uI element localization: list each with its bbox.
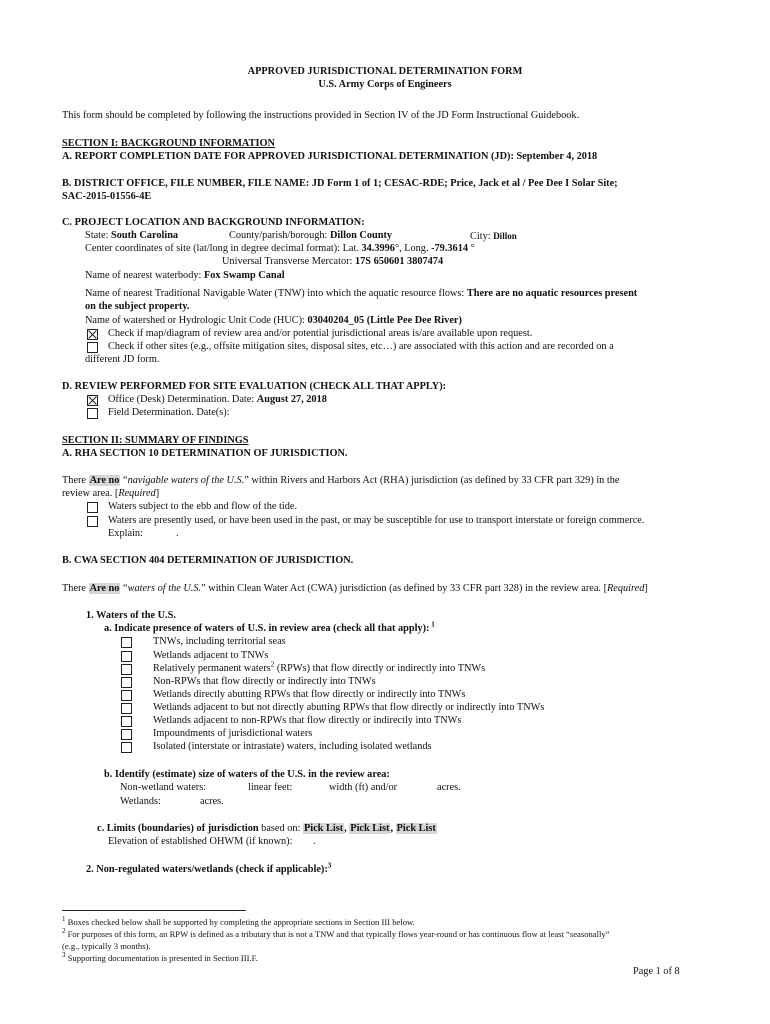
commerce-waters-label: Waters are presently used, or have been used in the past, or may be susceptible for use to transport interstate or foreign commerce. [108,515,645,526]
waters-of-us-heading: 1. Waters of the U.S. [86,610,176,621]
wetlands-not-abutting-rpw-checkbox[interactable] [121,703,132,714]
city-value: Dillon [493,231,517,241]
linear-feet-label[interactable]: linear feet: [248,782,293,793]
commerce-waters-checkbox[interactable] [87,516,98,527]
explain-label: Explain: [108,528,143,539]
agency-name: U.S. Army Corps of Engineers [318,79,452,90]
office-determination-row: Office (Desk) Determination. Date: August 27, 2018 [108,394,327,405]
wetlands-adjacent-tnw-checkbox[interactable] [121,651,132,662]
wetlands-size-label: Wetlands: [120,796,161,807]
office-date-value: August 27, 2018 [256,394,327,405]
limits-pick-list-1[interactable]: Pick List [303,823,344,834]
waters-presence-heading: a. Indicate presence of waters of U.S. in review area (check all that apply): $^1$ [104,620,435,634]
map-available-label: Check if map/diagram of review area and/or potential jurisdictional areas is/are available upon request. [108,328,533,339]
limits-row: c. Limits (boundaries) of jurisdiction based on: Pick List, Pick List, Pick List [97,823,436,834]
non-rpw-label: Non-RPWs that flow directly or indirectly into TNWs [153,676,376,687]
office-determination-checkbox[interactable] [87,395,98,406]
size-estimate-heading: b. Identify (estimate) size of waters of the U.S. in the review area: [104,769,390,780]
acres-label-1[interactable]: acres. [437,782,461,793]
cwa-pick-list[interactable]: Are no [89,583,120,594]
huc-row: Name of watershed or Hydrologic Unit Code (HUC): 03040204_05 (Little Pee Dee River) [85,315,462,326]
ohwm-label: Elevation of established OHWM (if known): [108,836,293,847]
footnote-1: $^1$ Boxes checked below shall be supported by completing the appropriate sections in Section III below. [62,915,415,927]
rpw-label: Relatively permanent waters$^2$ (RPWs) that flow directly or indirectly into TNWs [153,660,486,674]
other-sites-label: Check if other sites (e.g., offsite mitigation sites, disposal sites, etc…) are associated with this action and are recorded on a [108,341,614,352]
page-number: Page 1 of 8 [633,966,680,977]
tnw-checkbox[interactable] [121,637,132,648]
limits-pick-list-2[interactable]: Pick List [350,823,390,834]
county-row: County/parish/borough: Dillon County [229,230,393,241]
section-1b-line2: SAC-2015-01556-4E [62,191,152,202]
non-rpw-checkbox[interactable] [121,677,132,688]
state-value: South Carolina [111,230,179,241]
other-sites-checkbox[interactable] [87,342,98,353]
section-2b: B. CWA SECTION 404 DETERMINATION OF JURISDICTION. [62,555,354,566]
tnw-label: TNWs, including territorial seas [153,636,286,647]
impoundments-checkbox[interactable] [121,729,132,740]
waterbody-value: Fox Swamp Canal [203,270,285,281]
wetlands-non-rpw-label: Wetlands adjacent to non-RPWs that flow directly or indirectly into TNWs [153,715,462,726]
longitude-value: -79.3614 [431,243,469,254]
wetlands-adjacent-tnw-label: Wetlands adjacent to TNWs [153,650,269,661]
impoundments-label: Impoundments of jurisdictional waters [153,728,313,739]
tnw-value: There are no aquatic resources present [466,288,638,299]
other-sites-label-cont: different JD form. [85,354,160,365]
footnote-2: $^2$ For purposes of this form, an RPW is defined as a tributary that is not a TNW and that typically flows year-round or has continuous flow at least “seasonally” [62,927,610,939]
section-1d: D. REVIEW PERFORMED FOR SITE EVALUATION (CHECK ALL THAT APPLY): [62,381,447,392]
footnote-2-cont: (e.g., typically 3 months). [62,941,151,951]
rha-statement: There Are no “navigable waters of the U.S.” within Rivers and Harbors Act (RHA) jurisdiction (as defined by 33 CFR part 329) in the [62,475,620,486]
form-title: APPROVED JURISDICTIONAL DETERMINATION FORM [247,66,523,77]
huc-value: 03040204_05 (Little Pee Dee River) [307,315,462,326]
section-2-heading: SECTION II: SUMMARY OF FINDINGS [62,435,249,446]
ohwm-field[interactable]: . [313,836,316,847]
cwa-statement: There Are no “waters of the U.S.” within Clean Water Act (CWA) jurisdiction (as defined by 33 CFR part 328) in the review area. [Required] [62,583,648,594]
section-2a: A. RHA SECTION 10 DETERMINATION OF JURISDICTION. [62,448,348,459]
rha-pick-list[interactable]: Are no [89,475,120,486]
footnote-divider [62,910,246,911]
non-wetland-label: Non-wetland waters: [120,782,207,793]
footnote-3: $^3$ Supporting documentation is presented in Section III.F. [62,951,258,963]
section-1c: C. PROJECT LOCATION AND BACKGROUND INFORMATION: [62,217,365,228]
section-1-heading: SECTION I: BACKGROUND INFORMATION [62,138,275,149]
limits-pick-list-3[interactable]: Pick List [396,823,436,834]
explain-field[interactable]: . [176,528,179,539]
map-available-checkbox[interactable] [87,329,98,340]
intro-text: This form should be completed by following the instructions provided in Section IV of the JD Form Instructional Guidebook. [62,110,580,121]
field-determination-checkbox[interactable] [87,408,98,419]
county-value: Dillon County [329,230,393,241]
tidal-waters-checkbox[interactable] [87,502,98,513]
field-determination-label: Field Determination. Date(s): [108,407,230,418]
utm-row: Universal Transverse Mercator: 17S 650601 3807474 [222,256,444,267]
state-row: State: South Carolina [85,230,179,241]
isolated-waters-checkbox[interactable] [121,742,132,753]
tnw-value-cont: on the subject property. [85,301,190,312]
city-row: City: Dillon [470,231,517,242]
non-regulated-heading: 2. Non-regulated waters/wetlands (check if applicable):$^3$ [86,861,332,875]
latitude-value: 34.3996 [361,243,395,254]
waterbody-row: Name of nearest waterbody: Fox Swamp Canal [85,270,285,281]
tnw-row: Name of nearest Traditional Navigable Water (TNW) into which the aquatic resource flows: There are no aquatic resources present [85,288,638,299]
isolated-waters-label: Isolated (interstate or intrastate) waters, including isolated wetlands [153,741,432,752]
tidal-waters-label: Waters subject to the ebb and flow of the tide. [108,501,298,512]
wetlands-abutting-rpw-checkbox[interactable] [121,690,132,701]
rpw-checkbox[interactable] [121,664,132,675]
acres-label-2[interactable]: acres. [200,796,224,807]
wetlands-not-abutting-rpw-label: Wetlands adjacent to but not directly abutting RPWs that flow directly or indirectly into TNWs [153,702,545,713]
rha-statement-cont: review area. [Required] [62,488,160,499]
utm-value: 17S 650601 3807474 [354,256,444,267]
width-label[interactable]: width (ft) and/or [329,782,398,793]
section-1a: A. REPORT COMPLETION DATE FOR APPROVED JURISDICTIONAL DETERMINATION (JD): September 4, 2018 [62,151,598,162]
section-1b-line1: B. DISTRICT OFFICE, FILE NUMBER, FILE NAME: JD Form 1 of 1; CESAC-RDE; Price, Jack et al / Pee Dee I Solar Site; [62,178,618,189]
wetlands-abutting-rpw-label: Wetlands directly abutting RPWs that flow directly or indirectly into TNWs [153,689,466,700]
coordinates-row: Center coordinates of site (lat/long in degree decimal format): Lat. 34.3996°, Long. -79.3614 ° [85,243,475,254]
wetlands-non-rpw-checkbox[interactable] [121,716,132,727]
